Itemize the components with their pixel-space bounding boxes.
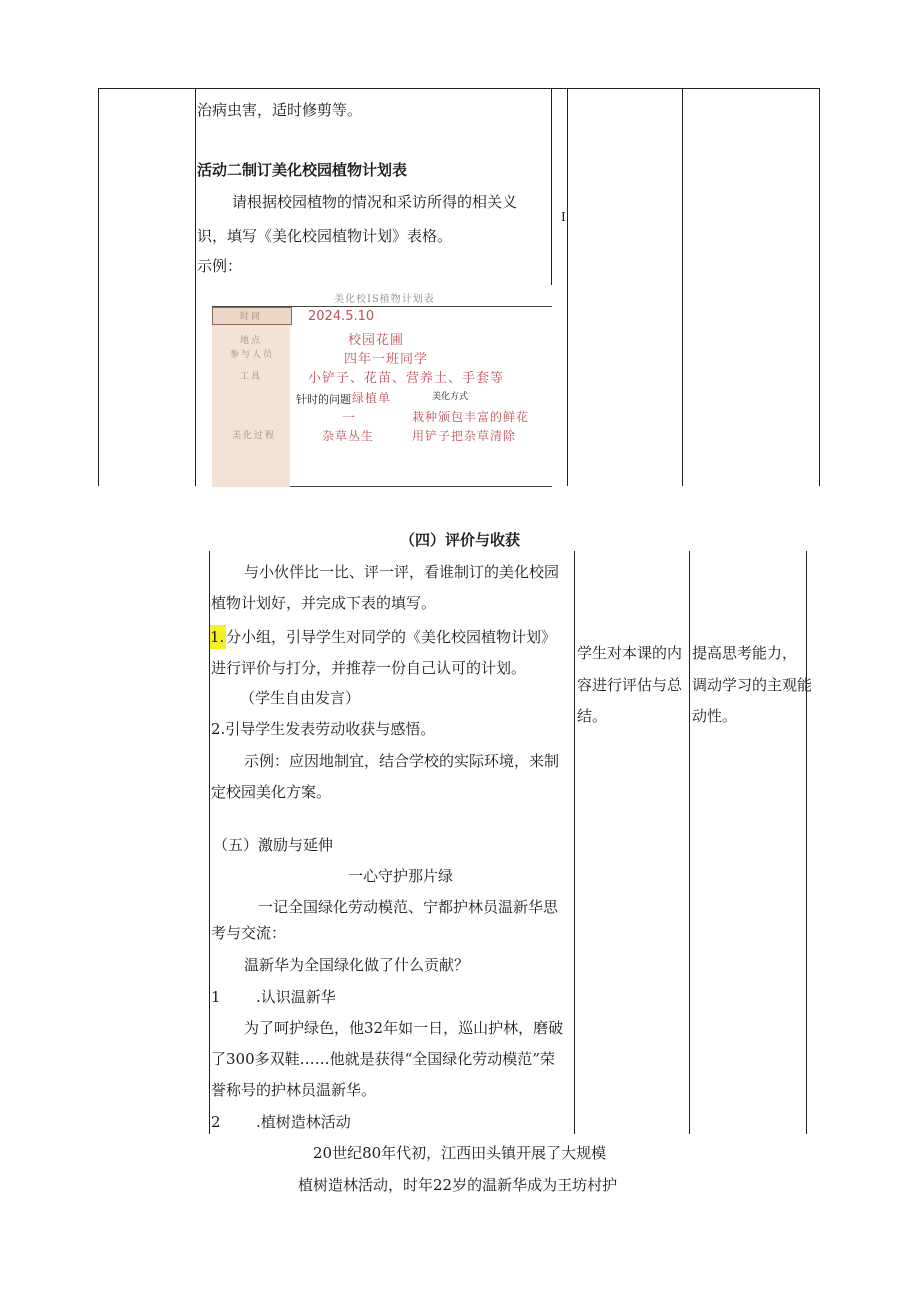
upper-table-border-c1 [195, 88, 196, 486]
section4-col2-line1: 学生对本课的内 [577, 644, 683, 662]
section5-intro-line1: 一记全国绿化劳动模范、宁都护林员温新华思 [258, 898, 559, 916]
plan-tools: 小铲子、花苗、营养土、手套等 [308, 371, 505, 386]
section5-item1-text: .认识温新华 [256, 988, 336, 1006]
plan-method1: 栽种颁包丰富的鲜花 [412, 410, 530, 424]
plan-people-label: 参与人员 [230, 350, 275, 360]
plan-table-image [212, 285, 552, 487]
plan-method-label: 美化方式 [432, 392, 469, 402]
plan-place: 校园花圃 [348, 333, 405, 348]
section4-p1-line2: 植物计划好，并完成下表的填写。 [211, 594, 437, 612]
section4-p1-line1: 与小伙伴比一比、评一评，看谁制订的美化校园 [244, 563, 560, 581]
section4-item1-num: 1. [210, 625, 226, 649]
lower-table-border-c3 [689, 551, 690, 1134]
upper-table-top-border [98, 88, 820, 89]
section5-bio-line1: 为了呵护绿色，他32年如一日，巡山护林，磨破 [244, 1019, 564, 1037]
section5-tail-line2: 植树造林活动，时年22岁的温新华成为王坊村护 [298, 1176, 618, 1194]
section4-item1-line1: 分小组，引导学生对同学的《美化校园植物计划》 [226, 628, 557, 646]
upper-table-border-c4 [682, 88, 683, 486]
section5-item2-text: .植树造林活动 [256, 1113, 351, 1131]
section4-col2-line3: 结。 [577, 707, 608, 725]
upper-table-border-c2 [551, 88, 552, 303]
section4-col3-line2: 调动学习的主观能 [692, 676, 813, 694]
plan-dash: 一 [342, 411, 357, 426]
upper-table-border-left [98, 88, 99, 486]
section4-col3-line3: 动性。 [692, 707, 738, 725]
section5-subtitle: 一心守护那片绿 [348, 867, 454, 885]
lower-table-border-c2 [574, 551, 575, 1134]
plan-place-label: 地点 [240, 336, 263, 346]
plan-time-label: 时间 [240, 312, 263, 322]
section5-bio-line2: 了300多双鞋……他就是获得“全国绿化劳动模范”荣 [211, 1050, 555, 1068]
activity2-title: 活动二制订美化校园植物计划表 [197, 161, 408, 179]
section5-item2-num: 2 [211, 1113, 221, 1131]
section4-example-line1: 示例：应因地制宜，结合学校的实际环境，来制 [244, 752, 560, 770]
section4-col3-line1: 提高思考能力， [692, 644, 798, 662]
section5-intro-line2: 考与交流： [211, 924, 287, 942]
plan-problem2: 杂草丛生 [322, 429, 375, 443]
section5-question: 温新华为全国绿化做了什么贡献？ [244, 956, 470, 974]
upper-paragraph-line2: 识，填写《美化校园植物计划》表格。 [197, 227, 453, 245]
upper-table-border-c3 [567, 88, 568, 486]
plan-title: 美化校IS植物计划表 [334, 294, 435, 305]
section4-heading: （四）评价与收获 [400, 531, 521, 549]
section5-item1-num: 1 [211, 988, 221, 1006]
section5-heading: （五）激励与延伸 [213, 836, 334, 854]
plan-process-label: 美化过程 [232, 431, 277, 441]
upper-paragraph-line1: 请根据校园植物的情况和采访所得的相关义 [232, 193, 518, 211]
section4-free-speech: （学生自由发言） [240, 689, 361, 707]
section4-col2-line2: 容进行评估与总 [577, 676, 683, 694]
plan-date: 2024.5.10 [308, 309, 375, 324]
plan-people: 四年一班同学 [344, 352, 429, 367]
plan-tool-label: 工具 [240, 372, 263, 382]
section5-bio-line3: 誉称号的护林员温新华。 [211, 1081, 377, 1099]
section5-tail-line1: 20世纪80年代初，江西田头镇开展了大规模 [313, 1144, 607, 1162]
plan-method2: 用铲子把杂草清除 [412, 429, 517, 443]
lower-table-border-right [806, 551, 807, 1134]
section4-example-line2: 定校园美化方案。 [211, 783, 332, 801]
plan-problem: 绿植单 [352, 391, 392, 405]
example-label: 示例： [197, 257, 243, 275]
plan-problem-label: 针时的问题 [296, 393, 351, 406]
margin-marker: I [561, 210, 566, 224]
section4-item1-line2: 进行评价与打分，并推荐一份自己认可的计划。 [211, 659, 527, 677]
upper-table-border-right [819, 88, 820, 486]
upper-line1: 治病虫害，适时修剪等。 [197, 101, 363, 119]
section4-item2: 2.引导学生发表劳动收获与感悟。 [211, 720, 436, 738]
